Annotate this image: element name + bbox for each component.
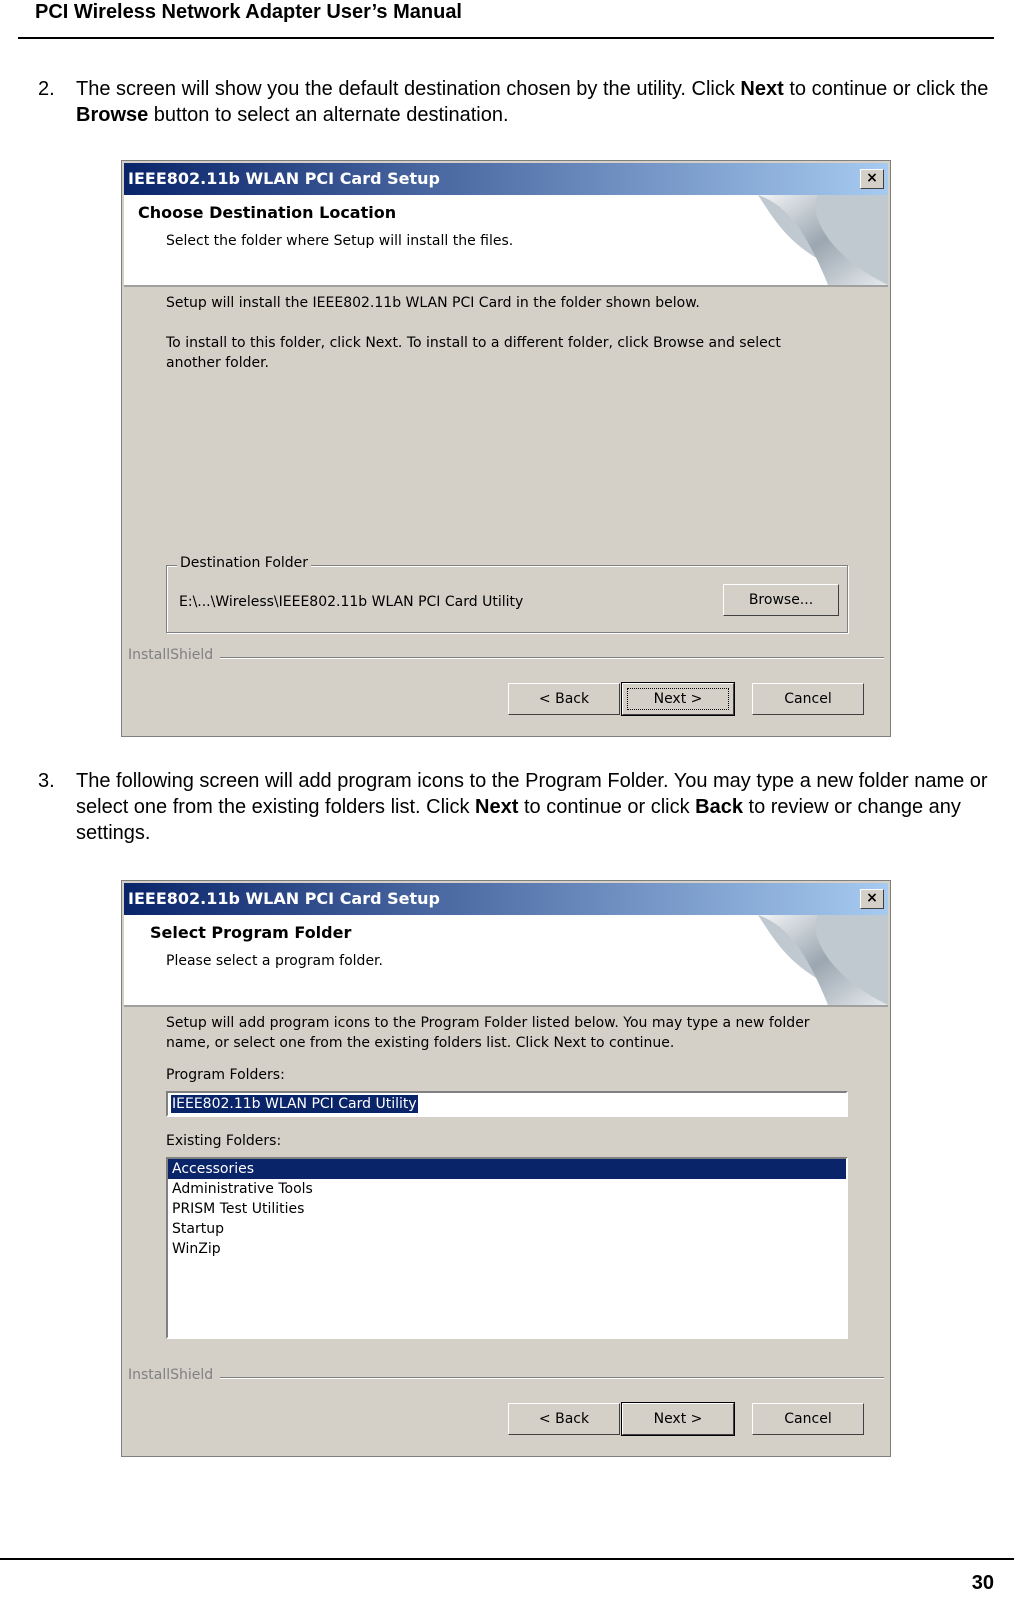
step-text: The following screen will add program icons to the Program Folder. You may type a new folder name or select one from the existing folders list. Click Next to continue or click Back to review or change any settings. [76,770,988,844]
next-button[interactable] [622,683,734,715]
existing-folders-list[interactable] [166,1157,848,1339]
list-item[interactable]: WinZip [172,1241,221,1257]
program-folder-input[interactable] [166,1091,848,1117]
list-item[interactable]: PRISM Test Utilities [172,1201,305,1217]
page-curl-icon [718,195,888,285]
page-header: PCI Wireless Network Adapter User’s Manual [35,1,462,23]
browse-keyword: Browse [76,104,149,126]
close-button[interactable]: × [860,889,884,909]
step-number: 2. [38,78,55,100]
intro-text: Setup will add program icons to the Program Folder listed below. You may type a new folder name, or select one from the existing folders list. Click Next to continue. [166,1015,810,1051]
footer-rule [0,1558,1014,1560]
existing-folders-label: Existing Folders: [166,1133,282,1149]
step-2 [38,76,998,136]
banner-subtitle: Please select a program folder. [166,953,383,969]
browse-button[interactable]: Browse... [723,584,839,616]
dialog-titlebar[interactable] [124,163,888,195]
dialog-titlebar[interactable] [124,883,888,915]
cancel-button[interactable]: Cancel [752,683,864,715]
page-curl-icon [718,915,888,1005]
dialog-banner [124,195,888,287]
dialog-banner [124,915,888,1007]
program-folders-label: Program Folders: [166,1067,285,1083]
next-keyword: Next [740,78,784,100]
banner-title: Select Program Folder [150,923,352,942]
brand-divider [220,657,884,659]
next-keyword: Next [475,796,519,818]
banner-subtitle: Select the folder where Setup will install the files. [166,233,514,249]
list-item[interactable]: Accessories [168,1159,846,1179]
group-label: Destination Folder [177,555,311,571]
focus-rect [627,688,729,710]
next-button-label: Next > [653,691,703,707]
dialog-title: IEEE802.11b WLAN PCI Card Setup [128,889,441,908]
brand-divider [220,1377,884,1379]
destination-dialog [121,160,891,737]
destination-folder-group [166,555,848,633]
page-number: 30 [971,1572,994,1594]
step-3 [38,768,998,858]
dialog-title: IEEE802.11b WLAN PCI Card Setup [128,169,441,188]
close-button[interactable]: × [860,169,884,189]
program-folder-dialog [121,880,891,1457]
instruction-text: To install to this folder, click Next. To install to a different folder, click Browse and select another folder. [166,335,781,371]
intro-text: Setup will install the IEEE802.11b WLAN PCI Card in the folder shown below. [166,295,700,311]
back-button[interactable]: < Back [508,683,620,715]
list-item[interactable]: Startup [172,1221,224,1237]
back-keyword: Back [695,796,743,818]
banner-title: Choose Destination Location [138,203,397,222]
header-rule [18,37,994,39]
next-button[interactable]: Next > [622,1403,734,1435]
cancel-button[interactable]: Cancel [752,1403,864,1435]
step-text: The screen will show you the default destination chosen by the utility. Click Next to continue or click the Browse button to select an alternate destination. [76,78,989,126]
back-button[interactable]: < Back [508,1403,620,1435]
list-item[interactable]: Administrative Tools [172,1181,313,1197]
installshield-brand: InstallShield [128,647,214,663]
installshield-brand: InstallShield [128,1367,214,1383]
step-number: 3. [38,770,55,792]
program-folder-value: IEEE802.11b WLAN PCI Card Utility [172,1096,417,1112]
destination-path: E:\...\Wireless\IEEE802.11b WLAN PCI Card Utility [179,594,524,610]
